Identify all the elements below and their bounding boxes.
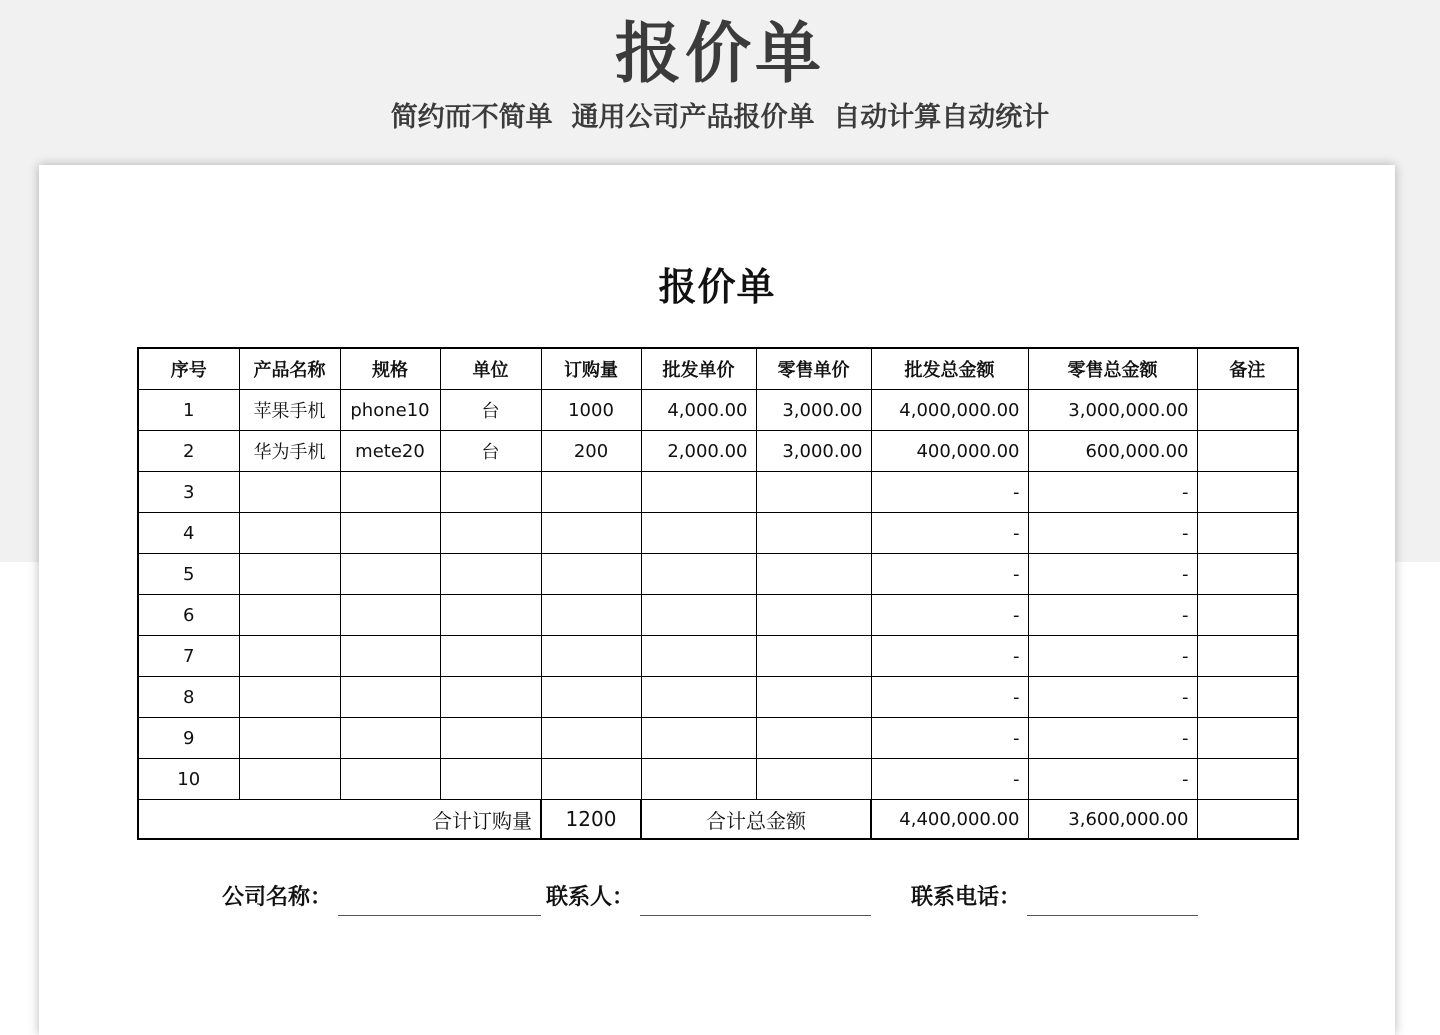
cell-remark[interactable] xyxy=(1197,718,1298,759)
cell-unit[interactable] xyxy=(440,718,541,759)
cell-wholesale-price[interactable] xyxy=(641,513,756,554)
cell-spec[interactable] xyxy=(340,636,440,677)
table-row xyxy=(138,431,1298,472)
contact-label: 联系人： xyxy=(546,885,635,910)
banner-title: 报价单 xyxy=(615,15,825,92)
company-name-field[interactable] xyxy=(338,915,541,916)
cell-wholesale-total[interactable]: - xyxy=(871,472,1028,513)
cell-unit[interactable] xyxy=(440,636,541,677)
cell-product-name[interactable]: 苹果手机 xyxy=(239,390,340,431)
cell-retail-total[interactable]: - xyxy=(1028,554,1197,595)
cell-no[interactable]: 7 xyxy=(138,636,239,677)
cell-remark[interactable] xyxy=(1197,431,1298,472)
cell-wholesale-price[interactable] xyxy=(641,718,756,759)
cell-spec[interactable]: phone10 xyxy=(340,390,440,431)
header-retail-price: 零售单价 xyxy=(756,348,871,390)
cell-spec[interactable] xyxy=(340,554,440,595)
cell-retail-total[interactable]: - xyxy=(1028,718,1197,759)
table-body xyxy=(138,390,1298,800)
cell-unit[interactable]: 台 xyxy=(440,431,541,472)
total-qty-value[interactable]: 1200 xyxy=(541,800,641,840)
phone-label: 联系电话： xyxy=(911,885,1022,910)
header-retail-total: 零售总金额 xyxy=(1028,348,1197,390)
cell-retail-total[interactable]: - xyxy=(1028,513,1197,554)
header-no: 序号 xyxy=(138,348,239,390)
cell-no[interactable]: 1 xyxy=(138,390,239,431)
document-title: 报价单 xyxy=(658,265,776,309)
cell-quantity[interactable] xyxy=(541,636,641,677)
cell-no[interactable]: 4 xyxy=(138,513,239,554)
cell-wholesale-total[interactable]: - xyxy=(871,513,1028,554)
cell-product-name[interactable] xyxy=(239,718,340,759)
cell-retail-total[interactable]: 600,000.00 xyxy=(1028,431,1197,472)
cell-product-name[interactable] xyxy=(239,677,340,718)
cell-no[interactable]: 10 xyxy=(138,759,239,800)
header-unit: 单位 xyxy=(440,348,541,390)
cell-quantity[interactable] xyxy=(541,718,641,759)
cell-quantity[interactable] xyxy=(541,472,641,513)
cell-retail-price[interactable] xyxy=(756,677,871,718)
cell-unit[interactable]: 台 xyxy=(440,390,541,431)
cell-remark[interactable] xyxy=(1197,677,1298,718)
cell-remark[interactable] xyxy=(1197,759,1298,800)
cell-wholesale-total[interactable]: - xyxy=(871,677,1028,718)
header-wholesale-price: 批发单价 xyxy=(641,348,756,390)
cell-unit[interactable] xyxy=(440,759,541,800)
cell-retail-total[interactable]: - xyxy=(1028,677,1197,718)
header-product-name: 产品名称 xyxy=(239,348,340,390)
cell-wholesale-total[interactable]: - xyxy=(871,636,1028,677)
total-amount-label: 合计总金额 xyxy=(641,800,871,840)
header-remark: 备注 xyxy=(1197,348,1298,390)
total-qty-label: 合计订购量 xyxy=(138,800,541,840)
cell-product-name[interactable] xyxy=(239,636,340,677)
cell-wholesale-price[interactable] xyxy=(641,595,756,636)
cell-spec[interactable]: mete20 xyxy=(340,431,440,472)
cell-product-name[interactable]: 华为手机 xyxy=(239,431,340,472)
total-wholesale-amount[interactable]: 4,400,000.00 xyxy=(871,800,1028,840)
cell-retail-total[interactable]: 3,000,000.00 xyxy=(1028,390,1197,431)
cell-quantity[interactable] xyxy=(541,759,641,800)
cell-wholesale-total[interactable]: - xyxy=(871,554,1028,595)
header-wholesale-total: 批发总金额 xyxy=(871,348,1028,390)
company-name-label: 公司名称： xyxy=(222,885,333,910)
cell-no[interactable]: 6 xyxy=(138,595,239,636)
cell-retail-price[interactable] xyxy=(756,472,871,513)
banner-subtitle: 简约而不简单 通用公司产品报价单 自动计算自动统计 xyxy=(390,102,1050,133)
table-row xyxy=(138,677,1298,718)
cell-retail-total[interactable]: - xyxy=(1028,595,1197,636)
cell-spec[interactable] xyxy=(340,759,440,800)
quote-sheet xyxy=(39,165,1395,1035)
cell-retail-price[interactable] xyxy=(756,636,871,677)
cell-retail-price[interactable]: 3,000.00 xyxy=(756,390,871,431)
cell-remark[interactable] xyxy=(1197,390,1298,431)
contact-field[interactable] xyxy=(640,915,871,916)
cell-unit[interactable] xyxy=(440,472,541,513)
cell-wholesale-price[interactable] xyxy=(641,554,756,595)
cell-product-name[interactable] xyxy=(239,595,340,636)
table-row xyxy=(138,718,1298,759)
cell-no[interactable]: 5 xyxy=(138,554,239,595)
header-quantity: 订购量 xyxy=(541,348,641,390)
cell-retail-price[interactable] xyxy=(756,513,871,554)
cell-spec[interactable] xyxy=(340,472,440,513)
cell-quantity[interactable]: 1000 xyxy=(541,390,641,431)
cell-retail-total[interactable]: - xyxy=(1028,759,1197,800)
table-header-row xyxy=(138,348,1298,390)
cell-wholesale-total[interactable]: - xyxy=(871,759,1028,800)
quote-table xyxy=(137,347,1299,840)
header-spec: 规格 xyxy=(340,348,440,390)
cell-remark[interactable] xyxy=(1197,636,1298,677)
cell-retail-price[interactable] xyxy=(756,718,871,759)
cell-unit[interactable] xyxy=(440,677,541,718)
cell-quantity[interactable] xyxy=(541,595,641,636)
table-row xyxy=(138,513,1298,554)
cell-retail-price[interactable] xyxy=(756,759,871,800)
cell-unit[interactable] xyxy=(440,595,541,636)
cell-quantity[interactable]: 200 xyxy=(541,431,641,472)
cell-product-name[interactable] xyxy=(239,554,340,595)
cell-wholesale-price[interactable] xyxy=(641,759,756,800)
table-row xyxy=(138,595,1298,636)
cell-product-name[interactable] xyxy=(239,513,340,554)
cell-retail-price[interactable] xyxy=(756,554,871,595)
phone-field[interactable] xyxy=(1027,915,1198,916)
cell-no[interactable]: 9 xyxy=(138,718,239,759)
cell-quantity[interactable] xyxy=(541,554,641,595)
cell-remark[interactable] xyxy=(1197,595,1298,636)
cell-spec[interactable] xyxy=(340,718,440,759)
table-row xyxy=(138,554,1298,595)
cell-remark[interactable] xyxy=(1197,513,1298,554)
cell-product-name[interactable] xyxy=(239,759,340,800)
table-row xyxy=(138,759,1298,800)
cell-no[interactable]: 2 xyxy=(138,431,239,472)
cell-quantity[interactable] xyxy=(541,677,641,718)
cell-retail-price[interactable]: 3,000.00 xyxy=(756,431,871,472)
totals-row xyxy=(138,800,1298,840)
cell-wholesale-price[interactable] xyxy=(641,677,756,718)
cell-wholesale-price[interactable]: 4,000.00 xyxy=(641,390,756,431)
cell-retail-total[interactable]: - xyxy=(1028,636,1197,677)
cell-retail-price[interactable] xyxy=(756,595,871,636)
cell-retail-total[interactable]: - xyxy=(1028,472,1197,513)
table-row xyxy=(138,390,1298,431)
cell-unit[interactable] xyxy=(440,513,541,554)
cell-spec[interactable] xyxy=(340,513,440,554)
table-row xyxy=(138,636,1298,677)
cell-spec[interactable] xyxy=(340,595,440,636)
cell-wholesale-total[interactable]: - xyxy=(871,718,1028,759)
table-row xyxy=(138,472,1298,513)
cell-wholesale-total[interactable]: 400,000.00 xyxy=(871,431,1028,472)
cell-wholesale-price[interactable]: 2,000.00 xyxy=(641,431,756,472)
cell-remark[interactable] xyxy=(1197,472,1298,513)
cell-quantity[interactable] xyxy=(541,513,641,554)
cell-product-name[interactable] xyxy=(239,472,340,513)
cell-remark[interactable] xyxy=(1197,554,1298,595)
cell-no[interactable]: 8 xyxy=(138,677,239,718)
cell-spec[interactable] xyxy=(340,677,440,718)
cell-wholesale-price[interactable] xyxy=(641,472,756,513)
cell-no[interactable]: 3 xyxy=(138,472,239,513)
cell-wholesale-price[interactable] xyxy=(641,636,756,677)
cell-wholesale-total[interactable]: 4,000,000.00 xyxy=(871,390,1028,431)
cell-unit[interactable] xyxy=(440,554,541,595)
cell-wholesale-total[interactable]: - xyxy=(871,595,1028,636)
total-remark-cell[interactable] xyxy=(1197,800,1298,840)
total-retail-amount[interactable]: 3,600,000.00 xyxy=(1028,800,1197,840)
